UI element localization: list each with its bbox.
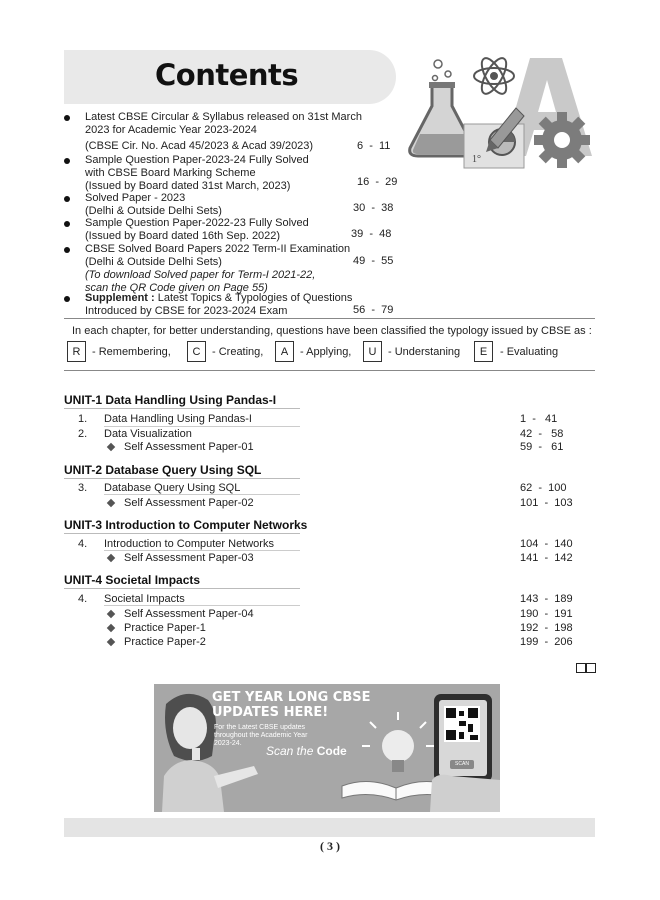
unit-title: UNIT-3 Introduction to Computer Networks xyxy=(64,518,308,532)
sub-item-link[interactable]: Self Assessment Paper-01 xyxy=(124,441,254,453)
sub-item-link[interactable]: Self Assessment Paper-03 xyxy=(124,552,254,564)
divider xyxy=(104,605,300,606)
unit-underline xyxy=(64,533,300,534)
divider xyxy=(104,494,300,495)
page-range: 101 - 103 xyxy=(520,497,573,509)
banner-subtext: 2023-24. xyxy=(214,740,242,747)
toc-line: (Issued by Board dated 16th Sep. 2022) xyxy=(85,230,281,242)
divider xyxy=(104,550,300,551)
toc-line: (CBSE Cir. No. Acad 45/2023 & Acad 39/2023) xyxy=(85,140,314,152)
page-range: 192 - 198 xyxy=(520,622,573,634)
qr-code-icon xyxy=(444,706,480,742)
toc-line-bold: Supplement : xyxy=(85,292,155,304)
banner-headline: GET YEAR LONG CBSE xyxy=(212,690,371,705)
chapter-link[interactable]: Data Visualization xyxy=(104,428,192,440)
toc-pages: 16 - 29 xyxy=(357,176,398,188)
phone-scan-button[interactable]: SCAN xyxy=(450,760,474,769)
bubbles-icon xyxy=(433,60,452,81)
typology-code-c: C xyxy=(187,341,206,362)
typology-label: - Applying, xyxy=(300,346,352,358)
toc-line: Solved Paper - 2023 xyxy=(85,192,186,204)
bullet-icon xyxy=(64,247,70,253)
typology-label: - Creating, xyxy=(212,346,264,358)
gear-icon xyxy=(534,112,590,168)
page-range: 199 - 206 xyxy=(520,636,573,648)
promo-banner[interactable] xyxy=(154,684,500,812)
typology-code-r: R xyxy=(67,341,86,362)
chapter-link[interactable]: Societal Impacts xyxy=(104,593,185,605)
unit-title: UNIT-4 Societal Impacts xyxy=(64,573,201,587)
toc-pages: 39 - 48 xyxy=(351,228,392,240)
toc-line: CBSE Solved Board Papers 2022 Term-II Examination xyxy=(85,243,351,255)
chapter-link[interactable]: Database Query Using SQL xyxy=(104,482,241,494)
typology-label: - Evaluating xyxy=(500,346,559,358)
toc-line: (Delhi & Outside Delhi Sets) xyxy=(85,205,222,217)
chapter-number: 4. xyxy=(78,593,88,605)
page-range: 190 - 191 xyxy=(520,608,573,620)
toc-pages: 49 - 55 xyxy=(353,255,394,267)
sub-item-link[interactable]: Self Assessment Paper-04 xyxy=(124,608,254,620)
page-range: 1 - 41 xyxy=(520,413,558,425)
diamond-bullet-icon xyxy=(107,499,115,507)
page-title: Contents xyxy=(155,58,299,92)
toc-pages: 6 - 11 xyxy=(357,140,391,152)
toc-line: (To download Solved paper for Term-I 2021-22, xyxy=(85,269,316,281)
diamond-bullet-icon xyxy=(107,443,115,451)
toc-pages: 56 - 79 xyxy=(353,304,394,316)
unit-title: UNIT-1 Data Handling Using Pandas-I xyxy=(64,393,277,407)
chapter-number: 3. xyxy=(78,482,88,494)
banner-subtext: For the Latest CBSE updates xyxy=(214,724,306,731)
toc-line: with CBSE Board Marking Scheme xyxy=(85,167,256,179)
unit-underline xyxy=(64,588,300,589)
diamond-bullet-icon xyxy=(107,638,115,646)
sub-item-link[interactable]: Practice Paper-2 xyxy=(124,636,206,648)
chapter-number: 1. xyxy=(78,413,88,425)
bullet-icon xyxy=(64,115,70,121)
bullet-icon xyxy=(64,196,70,202)
typology-code-a: A xyxy=(275,341,294,362)
page-range: 42 - 58 xyxy=(520,428,564,440)
diamond-bullet-icon xyxy=(107,624,115,632)
divider xyxy=(64,370,595,371)
unit-title: UNIT-2 Database Query Using SQL xyxy=(64,463,262,477)
page-range: 62 - 100 xyxy=(520,482,567,494)
page-range: 104 - 140 xyxy=(520,538,573,550)
toc-line: Latest CBSE Circular & Syllabus released on 31st March xyxy=(85,111,362,123)
typology-code-u: U xyxy=(363,341,382,362)
chapter-number: 4. xyxy=(78,538,88,550)
bullet-icon xyxy=(64,158,70,164)
toc-line: scan the QR Code given on Page 55) xyxy=(85,282,268,294)
footer-bar xyxy=(64,818,595,837)
end-square-icon xyxy=(586,663,596,673)
chapter-link[interactable]: Data Handling Using Pandas-I xyxy=(104,413,252,425)
atom-icon xyxy=(474,56,514,97)
divider xyxy=(104,426,300,427)
scan-word: Code xyxy=(316,744,347,758)
banner-subtext: throughout the Academic Year xyxy=(214,732,308,739)
chapter-link[interactable]: Introduction to Computer Networks xyxy=(104,538,274,550)
page-range: 143 - 189 xyxy=(520,593,573,605)
toc-line: 2023 for Academic Year 2023-2024 xyxy=(85,124,257,136)
unit-underline xyxy=(64,408,300,409)
toc-line: Latest Topics & Typologies of Questions xyxy=(157,292,353,304)
typology-label: - Understaning xyxy=(388,346,461,358)
divider xyxy=(64,318,595,319)
unit-underline xyxy=(64,478,300,479)
typology-label: - Remembering, xyxy=(92,346,171,358)
page-range: 59 - 61 xyxy=(520,441,564,453)
sub-item-link[interactable]: Self Assessment Paper-02 xyxy=(124,497,254,509)
page-number: ( 3 ) xyxy=(320,839,340,853)
typology-intro: In each chapter, for better understanding, questions have been classified the typology issued by CBSE as : xyxy=(72,325,592,337)
diamond-bullet-icon xyxy=(107,554,115,562)
page-range: 141 - 142 xyxy=(520,552,573,564)
typology-code-e: E xyxy=(474,341,493,362)
chapter-number: 2. xyxy=(78,428,88,440)
toc-line: (Issued by Board dated 31st March, 2023) xyxy=(85,180,291,192)
end-square-icon xyxy=(576,663,586,673)
toc-pages: 30 - 38 xyxy=(353,202,394,214)
svg-text:1°: 1° xyxy=(472,154,481,165)
toc-line: Sample Question Paper-2022-23 Fully Solved xyxy=(85,217,309,229)
bullet-icon xyxy=(64,296,70,302)
scan-prefix: Scan the xyxy=(266,744,314,758)
lightbulb-icon xyxy=(362,712,434,772)
diamond-bullet-icon xyxy=(107,610,115,618)
toc-line: Introduced by CBSE for 2023-2024 Exam xyxy=(85,305,288,317)
toc-line: Sample Question Paper-2023-24 Fully Solved xyxy=(85,154,309,166)
sub-item-link[interactable]: Practice Paper-1 xyxy=(124,622,206,634)
science-illustration xyxy=(402,56,602,176)
toc-line: (Delhi & Outside Delhi Sets) xyxy=(85,256,222,268)
bullet-icon xyxy=(64,221,70,227)
banner-headline: UPDATES HERE! xyxy=(212,705,329,720)
